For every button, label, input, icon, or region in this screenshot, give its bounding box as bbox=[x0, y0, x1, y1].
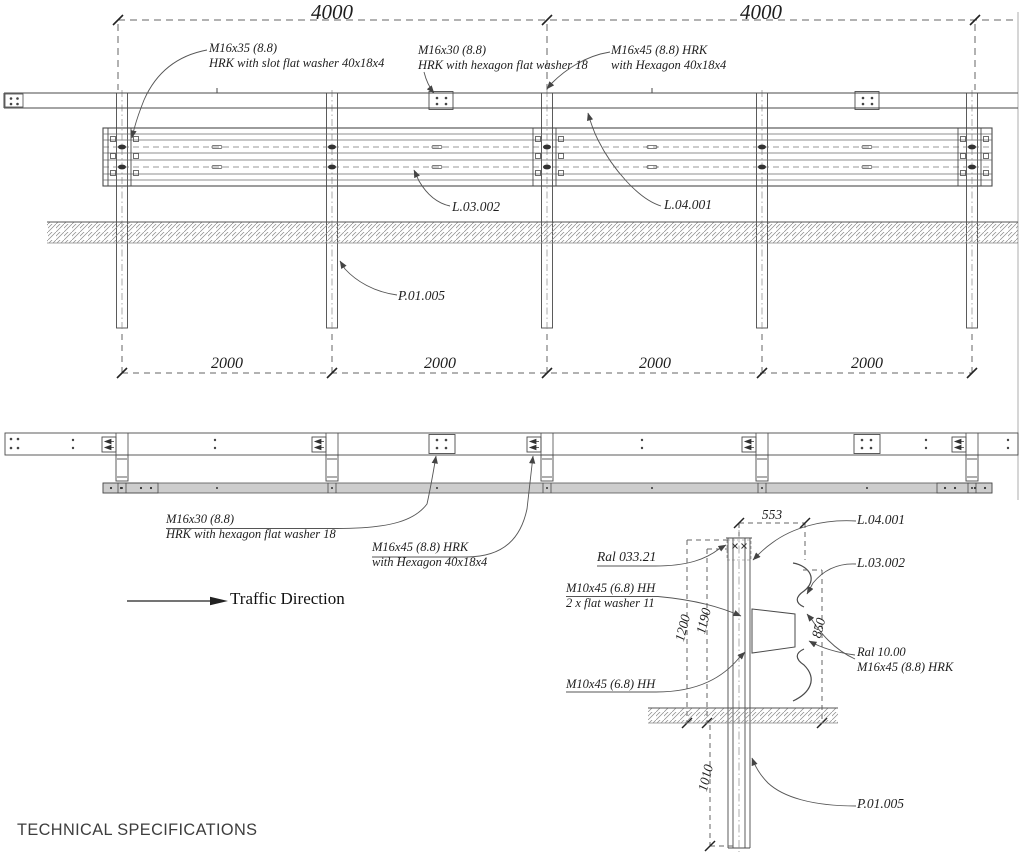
callout-m10x45-washer-detail bbox=[566, 581, 655, 611]
callout-line1: Ral 10.00 bbox=[857, 645, 906, 659]
callout-m10x45-detail: M10x45 (6.8) HH bbox=[566, 677, 656, 691]
detail-ground bbox=[648, 708, 838, 723]
elevation-span-dim-1: 4000 bbox=[311, 0, 353, 24]
callout-line1: M10x45 (6.8) HH bbox=[566, 581, 656, 595]
plan-beam-band bbox=[103, 483, 992, 493]
part-label-beam-detail: L.03.002 bbox=[857, 555, 906, 570]
callout-line1: M16x35 (8.8) bbox=[209, 41, 278, 55]
elevation-post-dim-2: 2000 bbox=[424, 355, 456, 372]
callout-line2: HRK with hexagon flat washer 18 bbox=[418, 58, 588, 72]
callout-line1: M16x45 (8.8) HRK bbox=[611, 43, 708, 57]
callout-m16x45-elevation bbox=[611, 43, 726, 73]
callout-m16x35-elevation bbox=[209, 41, 384, 71]
traffic-direction-arrow bbox=[127, 597, 228, 605]
part-label-post-elevation: P.01.005 bbox=[398, 288, 446, 303]
callout-line2: 2 x flat washer 11 bbox=[566, 596, 655, 610]
detail-dim-1200: 1200 bbox=[671, 612, 694, 643]
callout-line2: with Hexagon 40x18x4 bbox=[611, 58, 727, 72]
elevation-span-dim-2: 4000 bbox=[740, 0, 782, 24]
callout-line1: M16x30 (8.8) bbox=[166, 512, 235, 526]
traffic-direction-label: Traffic Direction bbox=[230, 589, 345, 608]
callout-line2: M16x45 (8.8) HRK bbox=[857, 660, 954, 674]
elevation-top-rail bbox=[4, 88, 1018, 110]
elevation-leaders bbox=[132, 50, 661, 295]
part-label-post-detail: P.01.005 bbox=[857, 796, 905, 811]
part-label-bracket-detail: Ral 033.21 bbox=[597, 549, 657, 564]
plan-posts bbox=[116, 455, 978, 481]
elevation-top-dimension bbox=[113, 12, 1018, 500]
callout-line1: M16x30 (8.8) bbox=[418, 43, 487, 57]
callout-spacer-detail bbox=[857, 645, 953, 675]
part-label-beam-elevation: L.03.002 bbox=[452, 199, 501, 214]
elevation-posts bbox=[117, 90, 978, 330]
plan-slot-brackets bbox=[102, 437, 966, 452]
callout-line1: M16x45 (8.8) HRK bbox=[372, 540, 469, 554]
callout-line2: HRK with hexagon flat washer 18 bbox=[166, 527, 336, 541]
detail-beam-connection bbox=[752, 563, 811, 701]
callout-m16x30-elevation bbox=[418, 43, 588, 73]
elevation-ground bbox=[47, 222, 1018, 243]
page-title: TECHNICAL SPECIFICATIONS bbox=[17, 820, 258, 839]
callout-line2: with Hexagon 40x18x4 bbox=[372, 555, 488, 569]
elevation-guardrail-beam bbox=[103, 128, 992, 186]
detail-dim-1190: 1190 bbox=[693, 606, 714, 636]
detail-post bbox=[726, 530, 752, 852]
detail-dim-850: 850 bbox=[808, 616, 829, 640]
elevation-post-dim-1: 2000 bbox=[211, 355, 243, 372]
plan-rail-band bbox=[5, 433, 1018, 455]
part-label-rail-detail: L.04.001 bbox=[857, 512, 906, 527]
detail-dim-553: 553 bbox=[761, 507, 783, 522]
elevation-post-dim-4: 2000 bbox=[851, 355, 883, 372]
part-label-rail-elevation: L.04.001 bbox=[664, 197, 713, 212]
elevation-post-dim-3: 2000 bbox=[639, 355, 671, 372]
callout-m16x45-plan bbox=[372, 540, 487, 570]
callout-line2: HRK with slot flat washer 40x18x4 bbox=[209, 56, 385, 70]
callout-m16x30-plan bbox=[166, 512, 336, 542]
detail-dim-1010: 1010 bbox=[694, 762, 717, 793]
